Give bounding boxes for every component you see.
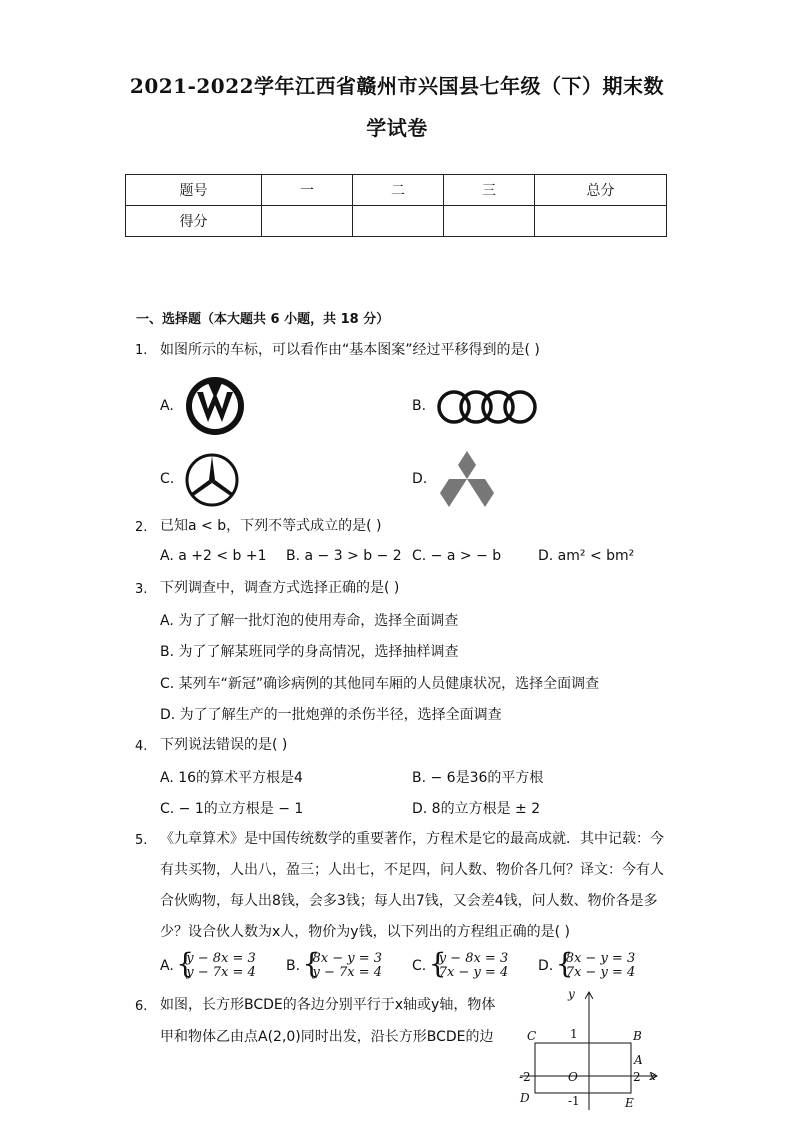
score-header-cell: 题号 — [126, 175, 262, 206]
question-number: 3. — [135, 582, 148, 597]
title-line-1: 2021-2022学年江西省赣州市兴国县七年级（下）期末数 — [129, 74, 665, 98]
rectangle-bcde — [535, 1043, 631, 1093]
question-number: 6. — [135, 999, 148, 1014]
score-header-cell: 一 — [262, 175, 353, 206]
option-text: D. 8的立方根是 ± 2 — [412, 801, 541, 817]
option-text: C. − a > − b — [412, 548, 502, 564]
option-label: D. — [538, 958, 554, 974]
point-d-label: D — [520, 1091, 530, 1105]
option-label: C. — [160, 471, 175, 487]
tick-label: -1 — [568, 1094, 580, 1108]
question-number: 4. — [135, 739, 148, 754]
equation: y − 7x = 4 — [186, 965, 256, 980]
equation: 8x − y = 3 — [312, 951, 383, 966]
score-table — [125, 174, 667, 237]
option-b — [286, 952, 382, 980]
option-text: B. − 6是36的平方根 — [412, 770, 544, 786]
equation: 7x − y = 4 — [438, 965, 509, 980]
option-label: C. — [412, 958, 427, 974]
option-label: B. — [412, 398, 427, 414]
option-text: C. 某列车“新冠”确诊病例的其他同车厢的人员健康状况，选择全面调查 — [160, 676, 600, 692]
tick-label: 1 — [570, 1027, 578, 1041]
option-text: B. 为了了解某班同学的身高情况，选择抽样调查 — [160, 644, 459, 660]
point-b-label: B — [633, 1029, 642, 1043]
origin-label: O — [568, 1070, 578, 1084]
question-number: 2. — [135, 520, 148, 535]
equation: y − 7x = 4 — [312, 965, 383, 980]
tick-label: -2 — [519, 1070, 531, 1084]
equation-system — [558, 952, 636, 980]
question-text: 已知a < b，下列不等式成立的是( ) — [160, 518, 382, 534]
mitsubishi-logo-icon — [436, 450, 498, 508]
title-line-2: 学试卷 — [366, 116, 428, 140]
option-text: A. 为了了解一批灯泡的使用寿命，选择全面调查 — [160, 613, 459, 629]
point-e-label: E — [625, 1096, 634, 1110]
option-a — [160, 952, 256, 980]
option-label: A. — [160, 958, 174, 974]
score-cell[interactable] — [262, 206, 353, 237]
volkswagen-logo-icon — [184, 375, 246, 437]
option-text: D. am² < bm² — [538, 548, 635, 564]
option-c — [412, 952, 508, 980]
equation: 8x − y = 3 — [565, 951, 636, 966]
equation-system — [305, 952, 383, 980]
question-number: 5. — [135, 833, 148, 848]
score-header-cell: 三 — [444, 175, 535, 206]
question-text: 下列调查中，调查方式选择正确的是( ) — [160, 580, 400, 596]
option-text: A. a +2 < b +1 — [160, 548, 267, 564]
score-row-label: 得分 — [126, 206, 262, 237]
score-cell[interactable] — [353, 206, 444, 237]
question-line: 少？设合伙人数为x人，物价为y钱，以下列出的方程组正确的是( ) — [160, 924, 570, 940]
point-c-label: C — [527, 1029, 537, 1043]
coordinate-figure — [510, 985, 670, 1115]
option-d — [538, 952, 635, 980]
question-line: 《九章算术》是中国传统数学的重要著作，方程术是它的最高成就．其中记载：今 — [160, 831, 664, 847]
score-cell[interactable] — [444, 206, 535, 237]
score-header-cell: 二 — [353, 175, 444, 206]
option-text: A. 16的算术平方根是4 — [160, 770, 303, 786]
question-line: 有共买物，人出八，盈三；人出七，不足四，问人数、物价各几何？译文：今有人 — [160, 862, 664, 878]
question-line: 如图，长方形BCDE的各边分别平行于x轴或y轴，物体 — [160, 997, 496, 1013]
section-heading: 一、选择题（本大题共 6 小题，共 18 分） — [136, 312, 390, 327]
equation-system — [178, 952, 256, 980]
question-text: 如图所示的车标，可以看作由“基本图案”经过平移得到的是( ) — [160, 342, 540, 358]
point-a-label: A — [634, 1053, 643, 1067]
option-text: D. 为了了解生产的一批炮弹的杀伤半径，选择全面调查 — [160, 707, 502, 723]
audi-logo-icon — [436, 388, 542, 426]
question-line: 甲和物体乙由点A(2,0)同时出发，沿长方形BCDE的边 — [160, 1029, 494, 1045]
score-cell[interactable] — [535, 206, 667, 237]
mercedes-logo-icon — [184, 452, 240, 508]
question-line: 合伙购物，每人出8钱，会多3钱；每人出7钱，又会差4钱，问人数、物价各是多 — [160, 893, 658, 909]
x-axis-label: x — [649, 1069, 656, 1083]
option-label: D. — [412, 471, 428, 487]
equation: y − 8x = 3 — [186, 951, 256, 966]
option-text: C. − 1的立方根是 − 1 — [160, 801, 304, 817]
score-table-header-row — [126, 175, 667, 206]
equation: y − 8x = 3 — [438, 951, 509, 966]
question-number: 1. — [135, 343, 148, 358]
score-header-cell: 总分 — [535, 175, 667, 206]
tick-label: 2 — [633, 1070, 641, 1084]
question-text: 下列说法错误的是( ) — [160, 737, 288, 753]
equation: 7x − y = 4 — [565, 965, 636, 980]
option-label: A. — [160, 398, 174, 414]
option-label: B. — [286, 958, 301, 974]
y-axis-label: y — [568, 987, 575, 1001]
equation-system — [431, 952, 509, 980]
option-text: B. a − 3 > b − 2 — [286, 548, 402, 564]
score-table-score-row — [126, 206, 667, 237]
